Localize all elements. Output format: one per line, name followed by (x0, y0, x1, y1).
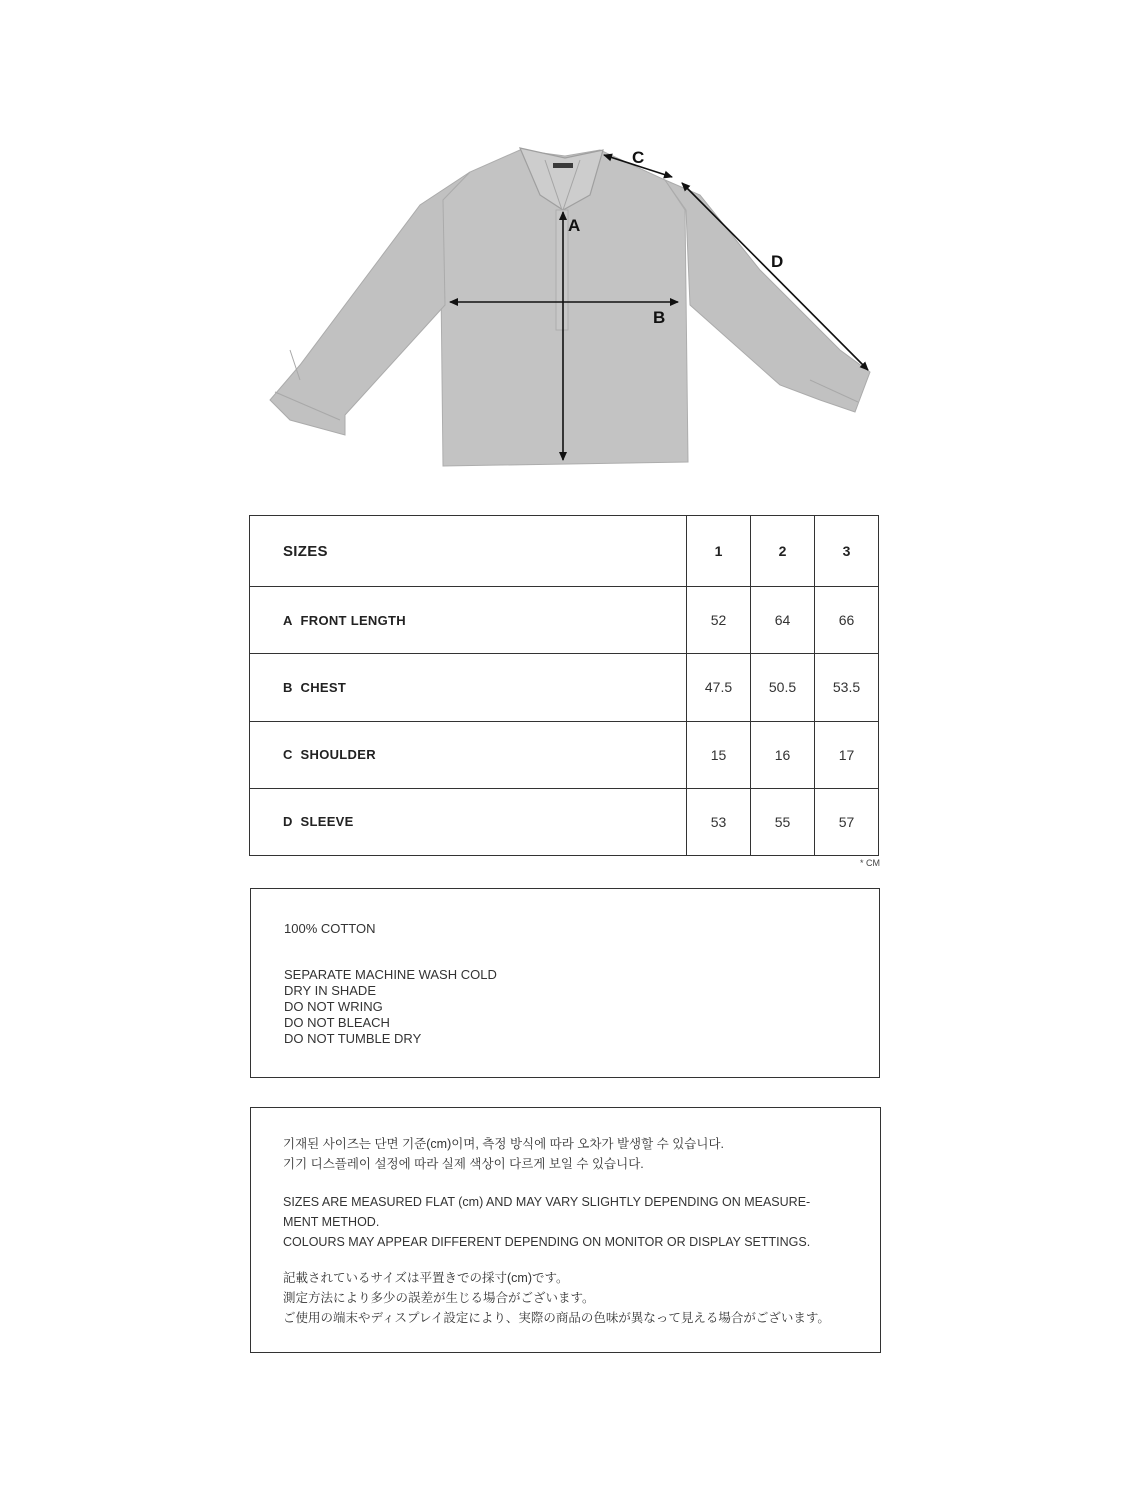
table-cell: 57 (815, 788, 879, 855)
notice-line: MENT METHOD. (283, 1215, 380, 1229)
table-cell: 55 (751, 788, 815, 855)
label-a: A (568, 216, 581, 235)
care-instruction: DRY IN SHADE (284, 983, 376, 998)
row-name: FRONT LENGTH (300, 612, 406, 628)
size-header-3: 3 (815, 516, 879, 587)
care-instruction: SEPARATE MACHINE WASH COLD (284, 967, 497, 982)
table-cell: 52 (687, 587, 751, 654)
notice-line: 기기 디스플레이 설정에 따라 실제 색상이 다르게 보일 수 있습니다. (283, 1157, 644, 1171)
label-c: C (632, 148, 645, 167)
notice-line: COLOURS MAY APPEAR DIFFERENT DEPENDING ON MONITOR OR DISPLAY SETTINGS. (283, 1235, 811, 1249)
table-cell: 16 (751, 721, 815, 788)
size-table (249, 515, 879, 856)
care-instructions (284, 967, 497, 1047)
notice-korean (283, 1134, 863, 1174)
table-row-sleeve (250, 788, 879, 855)
care-instruction: DO NOT WRING (284, 999, 383, 1014)
table-cell: 50.5 (751, 654, 815, 721)
sizes-header: SIZES (250, 516, 687, 587)
table-cell: 15 (687, 721, 751, 788)
row-label (250, 654, 687, 721)
table-cell: 17 (815, 721, 879, 788)
row-name: SHOULDER (300, 747, 376, 763)
notice-line: 記載されているサイズは平置きでの採寸(cm)です。 (283, 1271, 569, 1285)
row-letter: A (283, 612, 293, 628)
notice-line: ご使用の端末やディスプレイ設定により、実際の商品の色味が異なって見える場合がございます。 (283, 1311, 830, 1325)
table-cell: 64 (751, 587, 815, 654)
row-name: SLEEVE (300, 814, 354, 830)
size-header-1: 1 (687, 516, 751, 587)
row-label (250, 788, 687, 855)
care-instruction: DO NOT TUMBLE DRY (284, 1031, 422, 1046)
notice-line: SIZES ARE MEASURED FLAT (cm) AND MAY VARY SLIGHTLY DEPENDING ON MEASURE- (283, 1195, 811, 1209)
notice-line: 測定方法により多少の誤差が生じる場合がございます。 (283, 1291, 595, 1305)
row-letter: D (283, 814, 293, 830)
notice-japanese (283, 1268, 863, 1328)
row-letter: C (283, 747, 293, 763)
table-row-front-length (250, 587, 879, 654)
label-b: B (653, 308, 666, 327)
care-instruction: DO NOT BLEACH (284, 1015, 390, 1030)
row-label (250, 721, 687, 788)
garment-measurement-diagram (0, 0, 1125, 480)
row-letter: B (283, 679, 293, 695)
notice-english (283, 1192, 863, 1252)
material-text: 100% COTTON (284, 921, 376, 936)
table-row-chest (250, 654, 879, 721)
label-d: D (771, 252, 784, 271)
table-row-shoulder (250, 721, 879, 788)
notice-box (250, 1107, 881, 1353)
table-cell: 53 (687, 788, 751, 855)
row-label (250, 587, 687, 654)
table-cell: 47.5 (687, 654, 751, 721)
care-box (250, 888, 880, 1078)
size-header-2: 2 (751, 516, 815, 587)
notice-line: 기재된 사이즈는 단면 기준(cm)이며, 측정 방식에 따라 오차가 발생할 수 있습니다. (283, 1137, 724, 1151)
table-header-row (250, 516, 879, 587)
row-name: CHEST (300, 679, 347, 695)
table-cell: 53.5 (815, 654, 879, 721)
unit-note: * CM (860, 858, 880, 868)
shirt-illustration (270, 148, 870, 466)
table-cell: 66 (815, 587, 879, 654)
